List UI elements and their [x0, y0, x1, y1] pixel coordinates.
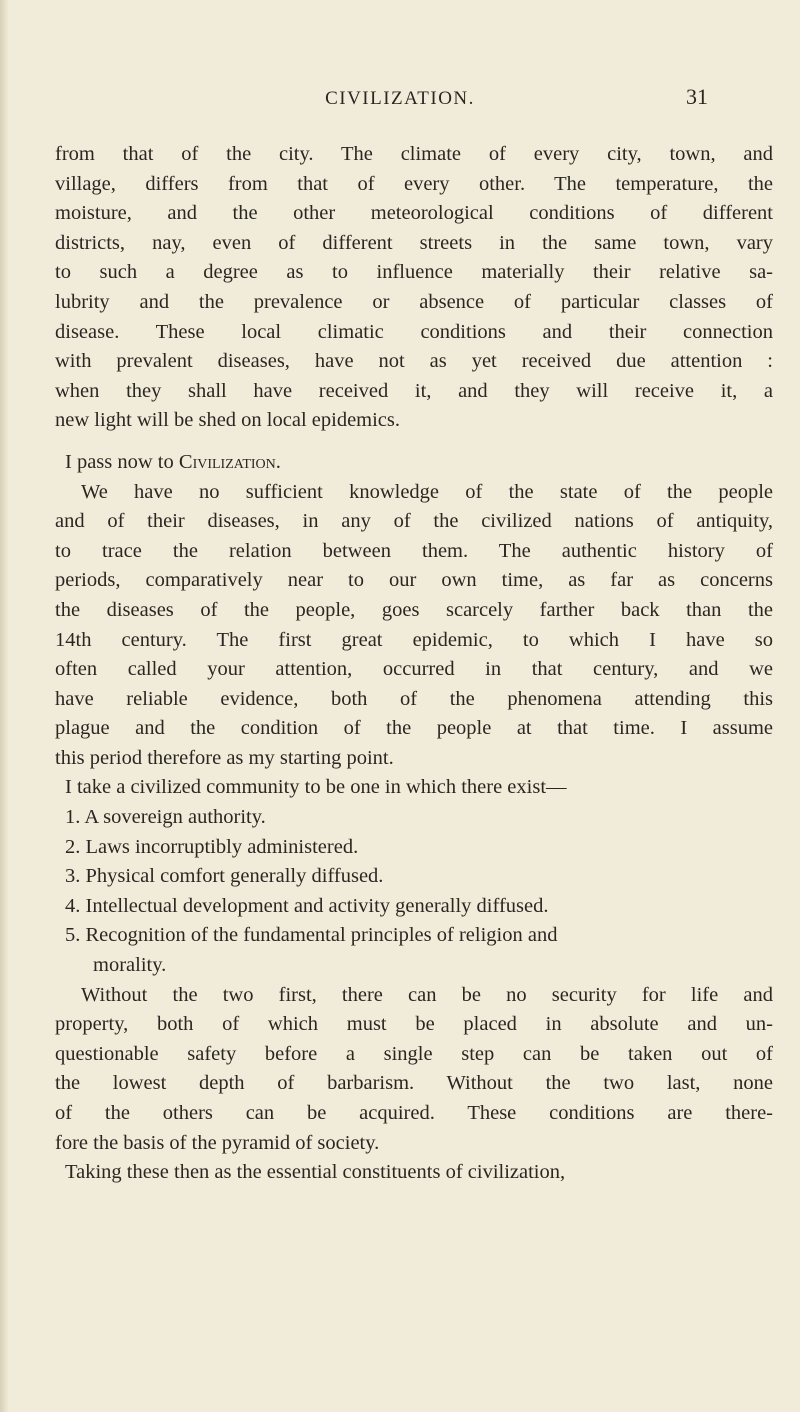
text-line: Taking these then as the essential constituents of civilization,: [65, 1161, 566, 1184]
list-item: 2. Laws incorruptibly administered.: [65, 835, 359, 858]
text-line: I take a civilized community to be one in which there exist—: [65, 776, 567, 799]
list-item-continuation: morality.: [93, 954, 167, 977]
text-line: We have no sufficient knowledge of the state of the people: [81, 480, 773, 503]
page-number: 31: [686, 84, 708, 109]
text-line: the diseases of the people, goes scarcely farther back than the: [55, 598, 773, 621]
section-intro-text: I pass now to: [65, 450, 174, 473]
text-line: 14th century. The first great epidemic, to which I have so: [55, 628, 773, 651]
page-header: [0, 84, 800, 114]
text-line: to such a degree as to influence materially their relative sa-: [55, 261, 773, 284]
text-line: Without the two first, there can be no security for life and: [81, 983, 773, 1006]
text-line: questionable safety before a single step can be taken out of: [55, 1042, 773, 1065]
section-intro-line: [55, 448, 773, 478]
text-line: disease. These local climatic conditions and their connection: [55, 320, 773, 343]
text-line: often called your attention, occurred in that century, and we: [55, 658, 773, 681]
running-head: CIVILIZATION.: [325, 88, 475, 109]
text-line: to trace the relation between them. The authentic history of: [55, 539, 773, 562]
list-item: 3. Physical comfort generally diffused.: [65, 865, 384, 888]
page-body: [55, 140, 773, 1188]
section-heading: Civilization.: [178, 450, 281, 473]
text-line: property, both of which must be placed in absolute and un-: [55, 1013, 773, 1036]
list-item: 5. Recognition of the fundamental principles of religion and: [65, 924, 558, 947]
text-line: periods, comparatively near to our own time, as far as concerns: [55, 569, 773, 592]
list-item: 1. A sovereign authority.: [65, 806, 266, 829]
text-line: fore the basis of the pyramid of society.: [55, 1131, 380, 1154]
text-line: with prevalent diseases, have not as yet received due attention :: [55, 350, 773, 373]
text-line: and of their diseases, in any of the civilized nations of antiquity,: [55, 510, 773, 533]
text-line: of the others can be acquired. These conditions are there-: [55, 1102, 773, 1124]
text-line: moisture, and the other meteorological conditions of different: [55, 202, 773, 225]
text-line: new light will be shed on local epidemics.: [55, 409, 401, 432]
text-line: village, differs from that of every other. The temperature, the: [55, 172, 773, 195]
text-line: plague and the condition of the people at that time. I assume: [55, 717, 773, 740]
text-line: have reliable evidence, both of the phenomena attending this: [55, 687, 773, 710]
list-item: 4. Intellectual development and activity generally diffused.: [65, 894, 549, 917]
text-line: from that of the city. The climate of every city, town, and: [55, 143, 773, 165]
binding-edge: [0, 0, 8, 1412]
text-line: the lowest depth of barbarism. Without the two last, none: [55, 1072, 773, 1095]
text-line: lubrity and the prevalence or absence of particular classes of: [55, 290, 773, 313]
text-line: this period therefore as my starting point.: [55, 746, 394, 769]
paragraph-gap: [55, 436, 773, 448]
text-line: districts, nay, even of different streets in the same town, vary: [55, 231, 773, 254]
text-line: when they shall have received it, and they will receive it, a: [55, 379, 773, 402]
